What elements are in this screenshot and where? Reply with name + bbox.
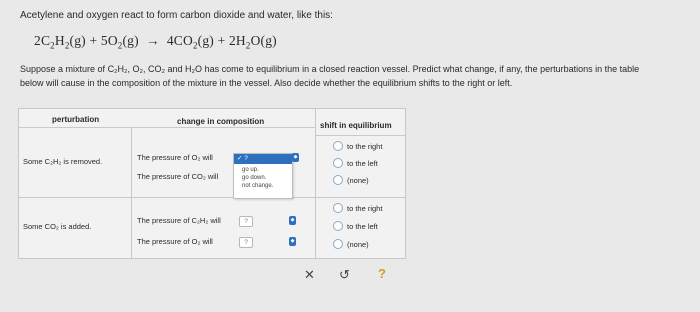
species-list: C₂H₂, O₂, CO₂ and H₂O bbox=[107, 64, 203, 74]
row2-c2h2-select[interactable]: ? bbox=[239, 216, 253, 227]
row2-c2h2-label: The pressure of C₂H₂ will bbox=[137, 216, 221, 225]
row1-dropdown-arrow-icon[interactable]: ◆ bbox=[293, 154, 298, 160]
row2-select2-arrow-icon[interactable]: ◆ bbox=[290, 238, 295, 244]
row2-radio-right[interactable] bbox=[333, 203, 343, 213]
header-shift: shift in equilibrium bbox=[320, 121, 392, 130]
row2-o2-select[interactable]: ? bbox=[239, 237, 253, 248]
perturbation-row-2: Some CO₂ is added. bbox=[23, 222, 92, 231]
option-not-change[interactable]: not change. bbox=[242, 183, 274, 189]
option-go-down[interactable]: go down. bbox=[242, 175, 267, 181]
row2-radio-left[interactable] bbox=[333, 221, 343, 231]
row2-select1-arrow-icon[interactable]: ◆ bbox=[290, 217, 295, 223]
instructions: Suppose a mixture of C₂H₂, O₂, CO₂ and H₂O has come to equilibrium in a closed reaction vessel. Predict what change, if any, the perturbations in the table below will cause in the composition of the mixture in the vessel. Also decide whether the equilibrium shifts to the right or left. bbox=[20, 64, 640, 88]
dropdown-selected[interactable]: ✓ ? bbox=[234, 154, 292, 164]
row2-radio-none-label: (none) bbox=[347, 240, 369, 249]
row1-radio-left[interactable] bbox=[333, 158, 343, 168]
row2-radio-left-label: to the left bbox=[347, 222, 378, 231]
close-button[interactable]: ✕ bbox=[304, 267, 315, 282]
row1-radio-none[interactable] bbox=[333, 175, 343, 185]
row1-co2-label: The pressure of CO₂ will bbox=[137, 172, 219, 181]
header-perturbation: perturbation bbox=[52, 115, 100, 124]
row1-radio-right[interactable] bbox=[333, 141, 343, 151]
row1-radio-left-label: to the left bbox=[347, 159, 378, 168]
row1-radio-none-label: (none) bbox=[347, 176, 369, 185]
perturbation-table bbox=[18, 108, 406, 259]
row2-radio-right-label: to the right bbox=[347, 204, 383, 213]
row2-o2-label: The pressure of O₂ will bbox=[137, 237, 213, 246]
header-composition: change in composition bbox=[177, 117, 265, 126]
row1-o2-dropdown[interactable] bbox=[233, 153, 293, 199]
undo-button[interactable]: ↺ bbox=[339, 267, 350, 282]
row1-o2-label: The pressure of O₂ will bbox=[137, 153, 213, 162]
perturbation-row-1: Some C₂H₂ is removed. bbox=[23, 157, 103, 166]
help-button[interactable]: ? bbox=[378, 266, 386, 281]
row2-radio-none[interactable] bbox=[333, 239, 343, 249]
row1-radio-right-label: to the right bbox=[347, 142, 383, 151]
reaction-equation: $2C_2H_2(g) + 5O_2(g) \to 4CO_2(g) + 2H_2O(g)$ bbox=[34, 33, 277, 51]
intro-text: Acetylene and oxygen react to form carbon dioxide and water, like this: bbox=[20, 10, 333, 21]
option-go-up[interactable]: go up. bbox=[242, 167, 259, 173]
